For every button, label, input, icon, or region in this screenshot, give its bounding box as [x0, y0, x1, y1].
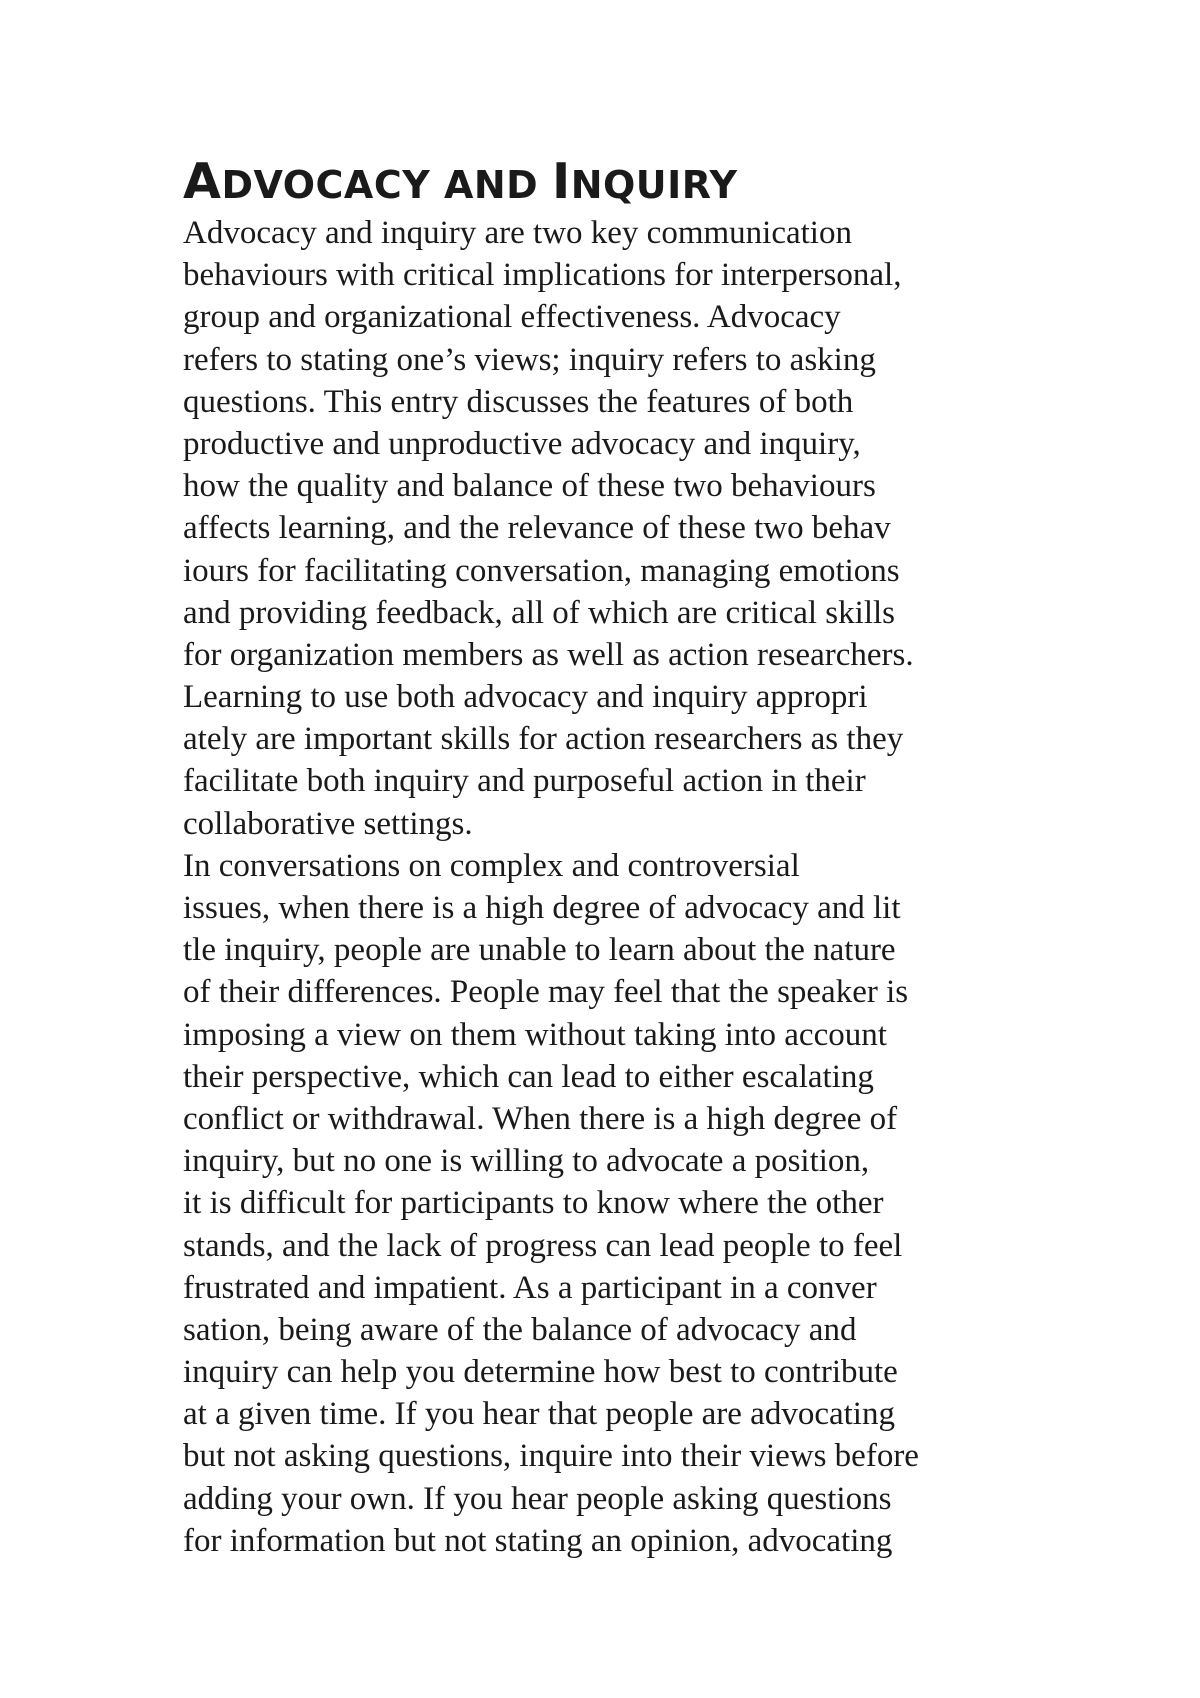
text-line: productive and unproductive advocacy and inquiry,: [183, 425, 861, 462]
text-line: stands, and the lack of progress can lead people to feel: [183, 1227, 903, 1264]
text-line: how the quality and balance of these two behaviours: [183, 468, 876, 505]
text-line: affects learning, and the relevance of these two behav: [183, 510, 891, 547]
text-line: questions. This entry discusses the features of both: [183, 383, 854, 420]
text-line: In conversations on complex and controversial: [183, 847, 800, 884]
text-line: for information but not stating an opinion, advocating: [183, 1522, 893, 1559]
text-line: at a given time. If you hear that people are advocating: [183, 1396, 895, 1433]
text-line: iours for facilitating conversation, managing emotions: [183, 552, 900, 589]
text-line: ately are important skills for action researchers as they: [183, 721, 904, 758]
text-line: their perspective, which can lead to either escalating: [183, 1058, 874, 1095]
text-line: of their differences. People may feel that the speaker is: [183, 974, 909, 1011]
text-line: Learning to use both advocacy and inquiry appropri: [183, 679, 868, 716]
title-initial-a: A: [183, 153, 222, 210]
page-title: [183, 152, 738, 215]
title-word-inquiry: NQUIRY: [570, 163, 738, 207]
text-line: conflict or withdrawal. When there is a high degree of: [183, 1100, 898, 1137]
text-line: sation, being aware of the balance of advocacy and: [183, 1311, 857, 1348]
text-line: Advocacy and inquiry are two key communication: [183, 215, 852, 251]
title-word-advocacy-and: DVOCACY AND: [221, 163, 552, 207]
text-line: tle inquiry, people are unable to learn about the nature: [183, 932, 896, 969]
text-line: inquiry can help you determine how best to contribute: [183, 1354, 898, 1391]
text-line: it is difficult for participants to know where the other: [183, 1185, 884, 1222]
text-line: imposing a view on them without taking into account: [183, 1016, 887, 1053]
text-line: facilitate both inquiry and purposeful action in their: [183, 763, 866, 800]
text-line: collaborative settings.: [183, 805, 473, 842]
text-line: behaviours with critical implications for interpersonal,: [183, 257, 902, 294]
title-initial-i: I: [551, 153, 571, 210]
text-line: for organization members as well as action researchers.: [183, 636, 914, 673]
text-line: frustrated and impatient. As a participant in a conver: [183, 1269, 877, 1306]
text-line: refers to stating one’s views; inquiry refers to asking: [183, 341, 876, 378]
text-line: but not asking questions, inquire into their views before: [183, 1438, 919, 1475]
text-line: group and organizational effectiveness. Advocacy: [183, 299, 841, 336]
text-line: inquiry, but no one is willing to advocate a position,: [183, 1143, 870, 1180]
body-text: [183, 212, 1083, 1562]
text-line: issues, when there is a high degree of advocacy and lit: [183, 890, 901, 926]
text-line: adding your own. If you hear people asking questions: [183, 1480, 892, 1517]
text-line: and providing feedback, all of which are critical skills: [183, 594, 895, 631]
